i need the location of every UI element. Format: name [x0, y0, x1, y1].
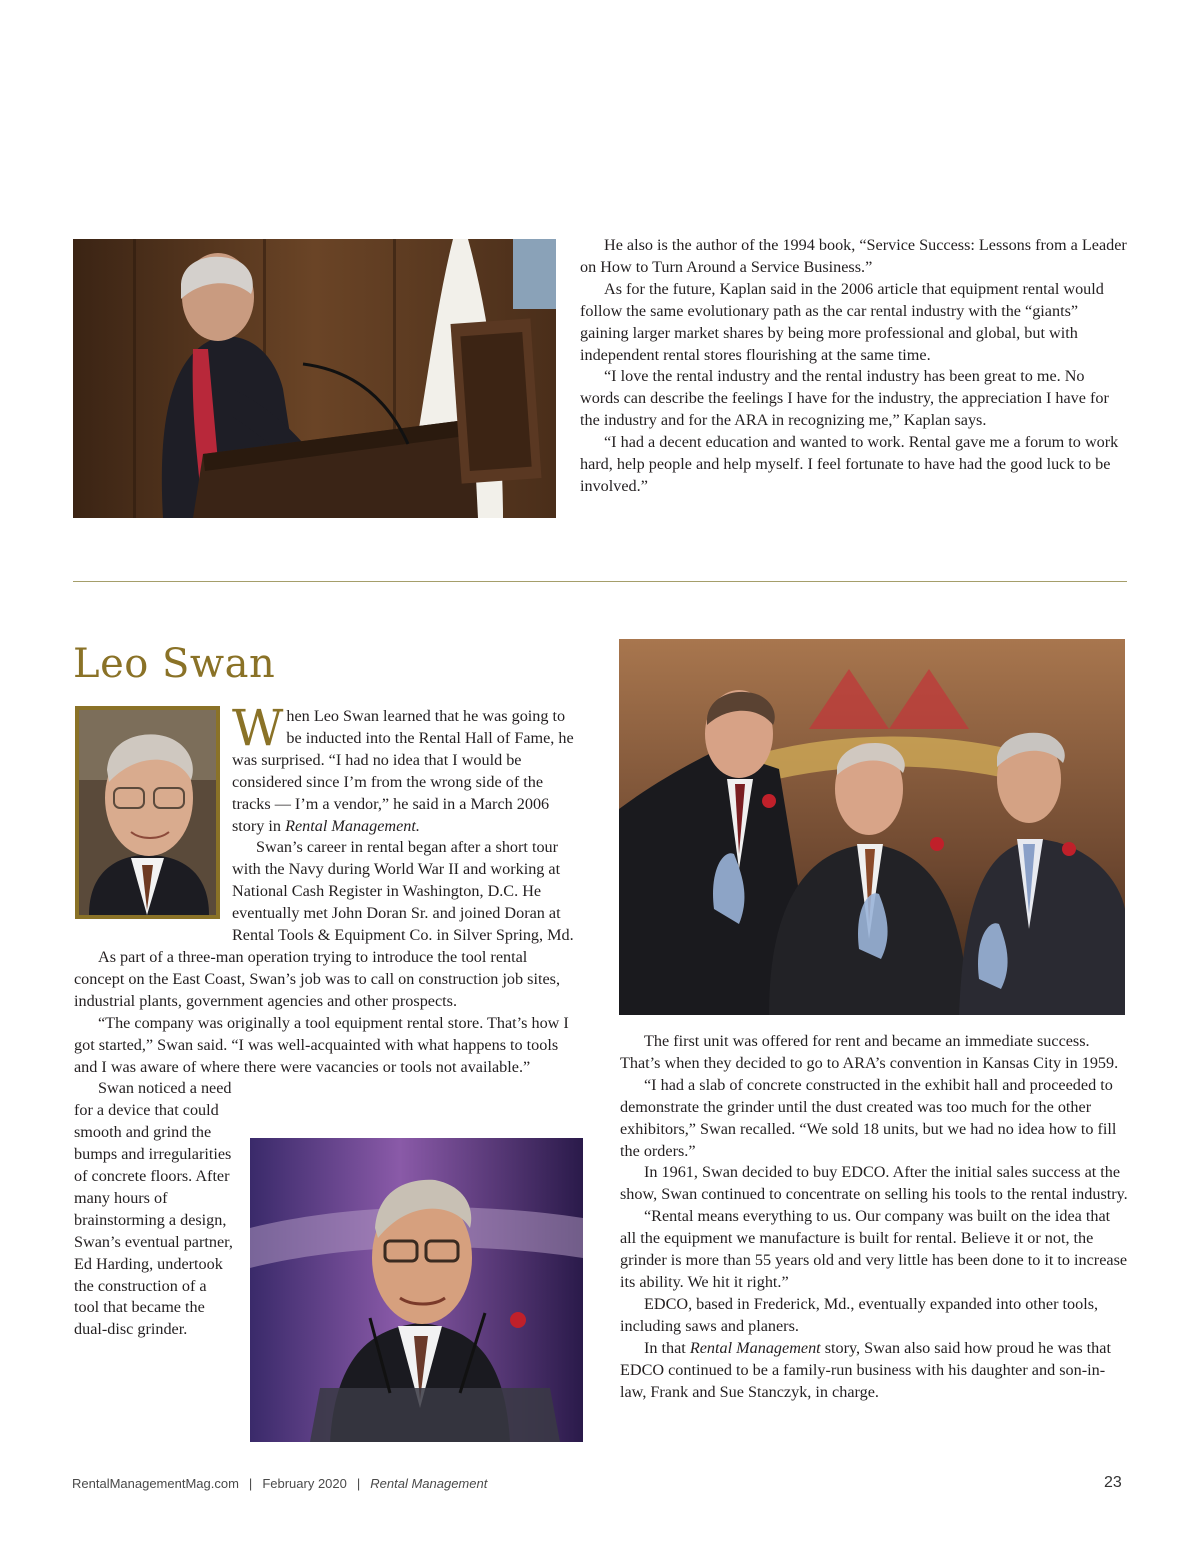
article-paragraph: The first unit was offered for rent and became an immediate success. That’s when they decided to go to ARA’s convention in Kansas City in 1959.: [620, 1032, 1119, 1072]
article-paragraph: “Rental means everything to us. Our company was built on the idea that all the equipment we manufacture is built for rental. Believe it or not, the grinder is more than 55 years old and very little has been done to it to increase its ability. We hit it right.”: [620, 1207, 1128, 1291]
article-paragraph: “I had a decent education and wanted to work. Rental gave me a forum to work hard, help people and help myself. I feel fortunate to have had the good luck to be involved.”: [580, 433, 1119, 495]
paragraph-text: hen Leo Swan learned that he was going to be inducted into the Rental Hall of Fame, he was surprised. “I had no idea that I would be considered since I’m from the wrong side of the tracks — I’m a vendor,” he said in a March 2006 story in: [232, 707, 574, 835]
paragraph-text: story, Swan also said how proud he was that EDCO continued to be a family-run business with his daughter and son-in-law, Frank and Sue Stanczyk, in charge.: [620, 1338, 1111, 1401]
footer-date: February 2020: [262, 1476, 347, 1491]
kaplan-podium-photo: [73, 239, 556, 518]
kaplan-article-continued: [580, 235, 1128, 498]
article-paragraph: Swan noticed a need for a device that could smooth and grind the bumps and irregularities of concrete floors. After many hours of brainstorming a design, Swan’s eventual partner, Ed Harding, undertook the construction of a tool that became the dual-disc grinder.: [74, 1079, 233, 1339]
portrait-wrap-spacer: [74, 706, 232, 942]
footer-publication: Rental Management: [370, 1476, 488, 1491]
publication-name: Rental Management.: [285, 816, 420, 835]
paragraph-text: In that: [644, 1338, 690, 1357]
publication-name: Rental Management: [689, 1338, 821, 1357]
page-number: 23: [1104, 1474, 1122, 1491]
article-paragraph: As for the future, Kaplan said in the 2006 article that equipment rental would follow the same evolutionary path as the car rental industry with the “giants” gaining larger market shares by being more professional and global, but with independent rental stores flourishing at the same time.: [580, 279, 1104, 364]
section-divider: [73, 581, 1127, 582]
article-paragraph: “I had a slab of concrete constructed in the exhibit hall and proceeded to demonstrate the grinder until the dust created was too much for the other exhibitors,” Swan recalled. “We sold 18 units, but we had no idea how to fill the orders.”: [620, 1075, 1117, 1160]
swan-podium-photo: [250, 1138, 583, 1442]
article-paragraph: He also is the author of the 1994 book, “Service Success: Lessons from a Leader on How to Turn Around a Service Business.”: [580, 236, 1127, 276]
footer-separator: |: [356, 1476, 361, 1491]
page-footer: [72, 1476, 487, 1491]
section-headline: Leo Swan: [73, 641, 276, 687]
article-paragraph: “I love the rental industry and the rental industry has been great to me. No words can describe the feelings I have for the industry, the appreciation I have for the industry and for the ARA in recognizing me,” Kaplan says.: [580, 367, 1109, 430]
drop-cap: W: [232, 699, 284, 757]
footer-site: RentalManagementMag.com: [72, 1476, 239, 1491]
article-paragraph: In 1961, Swan decided to buy EDCO. After the initial sales success at the show, Swan continued to concentrate on selling his tools to the rental industry.: [620, 1163, 1128, 1204]
article-paragraph: EDCO, based in Frederick, Md., eventually expanded into other tools, including saws and planers.: [620, 1294, 1099, 1335]
article-paragraph: [620, 1338, 1130, 1404]
honorees-awards-photo: [619, 639, 1125, 1015]
article-paragraph: “The company was originally a tool equipment rental store. That’s how I got started,” Swan said. “I was well-acquainted with what happens to tools and I was aware of where there were vacancies or tools not available.”: [74, 1013, 569, 1076]
article-paragraph: As part of a three-man operation trying to introduce the tool rental concept on the East Coast, Swan’s job was to call on construction job sites, industrial plants, government agencies and other prospects.: [74, 947, 560, 1010]
article-paragraph: Swan’s career in rental began after a short tour with the Navy during World War II and working at National Cash Register in Washington, D.C. He eventually met John Doran Sr. and joined Doran at Rental Tools & Equipment Co. in Silver Spring, Md.: [232, 838, 574, 945]
footer-separator: |: [248, 1476, 253, 1491]
swan-article-right: [620, 1031, 1130, 1403]
